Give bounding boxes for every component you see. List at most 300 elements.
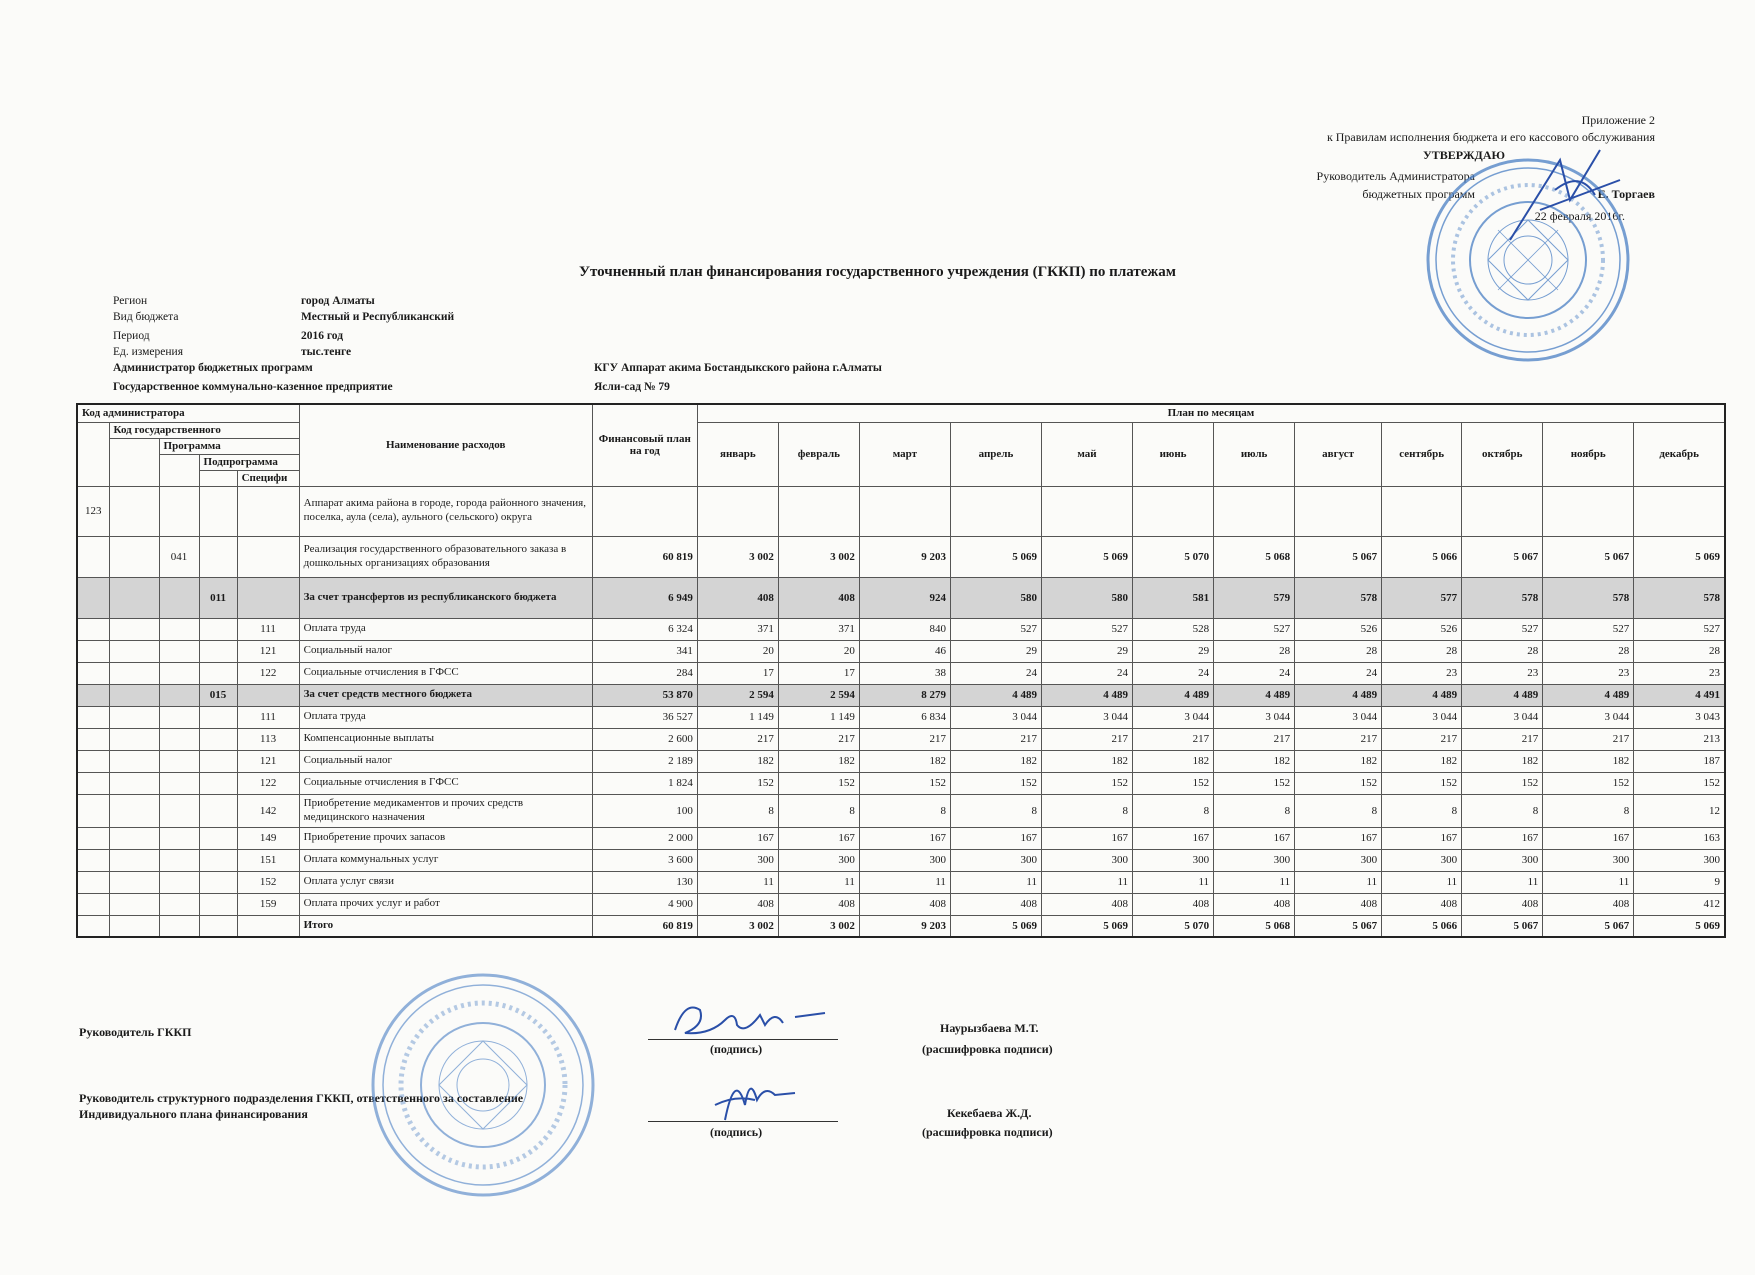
code-cell: 122 [237,772,299,794]
month-value-cell: 9 [1634,871,1725,893]
code-cell [77,662,109,684]
code-cell [199,915,237,937]
month-value-cell: 28 [1214,640,1295,662]
code-cell: 149 [237,827,299,849]
code-cell [109,794,159,827]
expense-name-cell: За счет средств местного бюджета [299,684,592,706]
table-row [77,684,1725,706]
month-value-cell: 300 [1295,849,1382,871]
code-cell [109,618,159,640]
month-value-cell: 9 203 [859,915,950,937]
month-value-cell: 5 067 [1295,536,1382,577]
month-value-cell [1295,486,1382,536]
month-value-cell: 5 069 [950,915,1041,937]
annual-plan-cell: 36 527 [592,706,697,728]
code-cell [159,794,199,827]
code-cell [109,536,159,577]
month-value-cell: 371 [778,618,859,640]
official-stamp-bottom [366,968,601,1203]
month-value-cell: 5 068 [1214,536,1295,577]
head-signature-caption: (подпись) [710,1042,763,1056]
table-row [77,827,1725,849]
month-value-cell: 1 149 [697,706,778,728]
month-value-cell: 17 [778,662,859,684]
month-value-cell: 217 [859,728,950,750]
unit-value: тыс.тенге [301,346,352,358]
month-header: июль [1214,422,1295,486]
code-cell [109,827,159,849]
month-value-cell: 11 [778,871,859,893]
month-value-cell: 217 [697,728,778,750]
month-value-cell: 578 [1634,577,1725,618]
month-value-cell: 412 [1634,893,1725,915]
month-value-cell: 5 069 [950,536,1041,577]
month-value-cell: 408 [1543,893,1634,915]
expense-name-cell: Социальный налог [299,750,592,772]
month-value-cell: 527 [1462,618,1543,640]
code-cell [77,893,109,915]
month-value-cell: 28 [1462,640,1543,662]
month-value-cell: 408 [778,577,859,618]
month-value-cell: 527 [1214,618,1295,640]
month-value-cell: 4 491 [1634,684,1725,706]
budget-type-value: Местный и Республиканский [301,311,455,323]
month-value-cell: 29 [1041,640,1132,662]
annual-plan-cell: 100 [592,794,697,827]
month-value-cell: 580 [950,577,1041,618]
approver-title-line2: бюджетных программ [1362,186,1475,201]
month-value-cell [859,486,950,536]
code-cell [77,849,109,871]
month-value-cell: 527 [1634,618,1725,640]
month-value-cell: 3 043 [1634,706,1725,728]
table-row [77,640,1725,662]
admin-label: Администратор бюджетных программ [113,362,313,374]
code-cell [159,728,199,750]
month-value-cell: 23 [1382,662,1462,684]
code-cell [109,684,159,706]
annual-plan-cell: 60 819 [592,915,697,937]
header-admin-code: Код администратора [77,404,299,422]
code-cell [109,640,159,662]
appendix-label: Приложение 2 [1581,113,1655,127]
financing-plan-table [76,403,1726,938]
expense-name-cell: За счет трансфертов из республиканского бюджета [299,577,592,618]
month-value-cell: 300 [1041,849,1132,871]
code-cell [237,486,299,536]
code-cell: 123 [77,486,109,536]
code-cell [109,772,159,794]
code-cell [77,794,109,827]
month-value-cell: 4 489 [1543,684,1634,706]
code-cell [77,871,109,893]
month-value-cell: 38 [859,662,950,684]
struct-signature [695,1065,805,1130]
code-cell [77,827,109,849]
month-value-cell: 3 044 [1041,706,1132,728]
month-header: январь [697,422,778,486]
enterprise-label: Государственное коммунально-казенное предприятие [113,381,393,393]
month-value-cell: 527 [1041,618,1132,640]
month-value-cell: 11 [1462,871,1543,893]
month-value-cell: 408 [1041,893,1132,915]
code-cell [159,827,199,849]
annual-plan-cell: 2 000 [592,827,697,849]
code-cell [199,794,237,827]
month-value-cell: 167 [1041,827,1132,849]
month-value-cell: 8 [697,794,778,827]
month-value-cell: 20 [778,640,859,662]
table-row [77,849,1725,871]
month-value-cell: 408 [950,893,1041,915]
month-value-cell: 300 [778,849,859,871]
code-cell [199,772,237,794]
month-value-cell: 4 489 [1462,684,1543,706]
month-value-cell: 24 [950,662,1041,684]
month-value-cell: 6 834 [859,706,950,728]
code-cell [109,662,159,684]
code-cell [77,772,109,794]
month-value-cell: 3 044 [1382,706,1462,728]
month-value-cell: 152 [1462,772,1543,794]
expense-name-cell: Оплата труда [299,706,592,728]
code-cell [109,486,159,536]
head-signature [665,995,835,1045]
month-value-cell: 11 [950,871,1041,893]
code-cell: 142 [237,794,299,827]
month-value-cell: 11 [697,871,778,893]
code-cell: 011 [199,577,237,618]
month-value-cell: 578 [1543,577,1634,618]
month-header: декабрь [1634,422,1725,486]
month-value-cell: 23 [1462,662,1543,684]
approval-date: 22 февраля 2016г. [1534,208,1625,223]
table-row [77,618,1725,640]
header-expense-name: Наименование расходов [299,404,592,486]
period-label: Период [113,330,150,342]
month-value-cell: 5 069 [1041,536,1132,577]
head-name-caption: (расшифровка подписи) [922,1042,1053,1056]
month-value-cell: 152 [778,772,859,794]
month-value-cell: 182 [778,750,859,772]
table-row [77,794,1725,827]
month-value-cell: 167 [1543,827,1634,849]
month-value-cell: 152 [1295,772,1382,794]
month-value-cell: 300 [1214,849,1295,871]
month-value-cell: 11 [1214,871,1295,893]
month-value-cell: 408 [1382,893,1462,915]
month-header: август [1295,422,1382,486]
month-value-cell: 12 [1634,794,1725,827]
month-value-cell: 182 [1214,750,1295,772]
month-value-cell: 182 [950,750,1041,772]
month-value-cell: 11 [1133,871,1214,893]
header-spacer [109,438,159,486]
code-cell [159,750,199,772]
month-value-cell: 28 [1295,640,1382,662]
code-cell [237,536,299,577]
month-value-cell: 5 070 [1133,536,1214,577]
expense-name-cell: Социальные отчисления в ГФСС [299,662,592,684]
month-value-cell: 11 [859,871,950,893]
expense-name-cell: Приобретение медикаментов и прочих средств медицинского назначения [299,794,592,827]
month-value-cell: 8 [778,794,859,827]
annual-plan-cell: 130 [592,871,697,893]
month-value-cell: 408 [778,893,859,915]
month-value-cell: 167 [859,827,950,849]
month-value-cell: 167 [1214,827,1295,849]
month-value-cell: 217 [1543,728,1634,750]
code-cell [109,849,159,871]
month-header: февраль [778,422,859,486]
header-state-code: Код государственного [109,422,299,438]
month-value-cell: 182 [1041,750,1132,772]
header-program: Программа [159,438,299,454]
code-cell [199,750,237,772]
head-name: Наурызбаева М.Т. [940,1021,1039,1035]
expense-name-cell: Оплата услуг связи [299,871,592,893]
month-value-cell: 5 069 [1634,536,1725,577]
month-value-cell: 526 [1382,618,1462,640]
month-value-cell: 167 [778,827,859,849]
code-cell [159,849,199,871]
code-cell [77,728,109,750]
month-value-cell: 527 [1543,618,1634,640]
month-value-cell: 3 002 [697,915,778,937]
month-value-cell: 408 [1214,893,1295,915]
month-value-cell [1462,486,1543,536]
month-value-cell: 3 044 [950,706,1041,728]
header-months-group: План по месяцам [697,404,1725,422]
month-value-cell: 5 066 [1382,915,1462,937]
month-value-cell: 23 [1634,662,1725,684]
month-value-cell [1382,486,1462,536]
code-cell: 122 [237,662,299,684]
expense-name-cell: Социальные отчисления в ГФСС [299,772,592,794]
month-value-cell: 182 [859,750,950,772]
month-value-cell: 29 [950,640,1041,662]
month-value-cell: 152 [1041,772,1132,794]
code-cell [109,706,159,728]
code-cell [159,684,199,706]
month-value-cell: 182 [1295,750,1382,772]
month-value-cell: 3 002 [778,536,859,577]
annual-plan-cell: 3 600 [592,849,697,871]
annual-plan-cell: 284 [592,662,697,684]
head-title: Руководитель ГККП [79,1025,192,1039]
code-cell [237,915,299,937]
month-value-cell: 5 069 [1041,915,1132,937]
month-value-cell: 578 [1462,577,1543,618]
month-value-cell: 8 [1041,794,1132,827]
month-value-cell: 300 [859,849,950,871]
month-value-cell: 527 [950,618,1041,640]
annual-plan-cell: 6 949 [592,577,697,618]
month-value-cell: 3 044 [1214,706,1295,728]
month-value-cell: 579 [1214,577,1295,618]
month-value-cell: 217 [1041,728,1132,750]
admin-value: КГУ Аппарат акима Бостандыкского района г.Алматы [594,362,882,374]
month-value-cell: 528 [1133,618,1214,640]
month-value-cell: 580 [1041,577,1132,618]
budget-type-label: Вид бюджета [113,311,179,323]
month-value-cell: 581 [1133,577,1214,618]
annual-plan-cell: 2 189 [592,750,697,772]
code-cell: 151 [237,849,299,871]
code-cell [159,915,199,937]
month-value-cell: 28 [1382,640,1462,662]
month-value-cell: 408 [859,893,950,915]
month-value-cell: 408 [1462,893,1543,915]
code-cell [109,893,159,915]
month-value-cell: 3 044 [1133,706,1214,728]
code-cell [159,486,199,536]
month-value-cell: 577 [1382,577,1462,618]
month-value-cell: 924 [859,577,950,618]
month-value-cell: 152 [1214,772,1295,794]
code-cell [199,706,237,728]
struct-name: Кекебаева Ж.Д. [947,1106,1032,1120]
code-cell [199,662,237,684]
month-value-cell: 408 [697,893,778,915]
month-value-cell: 182 [1543,750,1634,772]
month-value-cell: 182 [1133,750,1214,772]
month-value-cell: 28 [1543,640,1634,662]
annual-plan-cell: 2 600 [592,728,697,750]
month-header: июнь [1133,422,1214,486]
approver-signature [1500,140,1630,250]
month-value-cell: 3 044 [1295,706,1382,728]
month-value-cell: 24 [1295,662,1382,684]
month-value-cell: 5 067 [1462,536,1543,577]
annual-plan-cell: 60 819 [592,536,697,577]
code-cell [237,684,299,706]
month-value-cell: 163 [1634,827,1725,849]
code-cell [77,706,109,728]
month-value-cell: 217 [1295,728,1382,750]
annual-plan-cell: 53 870 [592,684,697,706]
code-cell: 041 [159,536,199,577]
month-value-cell: 5 066 [1382,536,1462,577]
month-value-cell: 8 [859,794,950,827]
month-value-cell: 20 [697,640,778,662]
code-cell [109,750,159,772]
month-value-cell: 217 [1133,728,1214,750]
month-value-cell: 29 [1133,640,1214,662]
header-annual-plan: Финансовый план на год [592,404,697,486]
table-row [77,577,1725,618]
code-cell: 121 [237,640,299,662]
month-value-cell: 5 067 [1295,915,1382,937]
table-row [77,750,1725,772]
month-value-cell: 182 [1382,750,1462,772]
month-value-cell: 2 594 [697,684,778,706]
month-value-cell [1543,486,1634,536]
month-value-cell [1133,486,1214,536]
month-value-cell: 152 [859,772,950,794]
month-value-cell: 9 203 [859,536,950,577]
month-value-cell: 217 [1462,728,1543,750]
expense-name-cell: Оплата прочих услуг и работ [299,893,592,915]
month-header: март [859,422,950,486]
table-row [77,893,1725,915]
month-value-cell: 167 [1295,827,1382,849]
month-value-cell: 187 [1634,750,1725,772]
header-spacer [159,454,199,486]
code-cell: 121 [237,750,299,772]
month-value-cell [778,486,859,536]
month-value-cell: 4 489 [950,684,1041,706]
month-value-cell: 8 [1133,794,1214,827]
annual-plan-cell: 341 [592,640,697,662]
month-value-cell: 8 [1295,794,1382,827]
month-value-cell: 24 [1214,662,1295,684]
month-value-cell: 371 [697,618,778,640]
month-value-cell: 300 [1133,849,1214,871]
month-value-cell: 217 [778,728,859,750]
annual-plan-cell: 1 824 [592,772,697,794]
month-value-cell: 5 067 [1543,536,1634,577]
month-value-cell: 11 [1382,871,1462,893]
month-value-cell: 167 [1133,827,1214,849]
month-value-cell: 8 [1462,794,1543,827]
month-value-cell: 840 [859,618,950,640]
month-value-cell: 167 [1462,827,1543,849]
code-cell [109,871,159,893]
code-cell [159,577,199,618]
code-cell [77,536,109,577]
header-subprogram: Подпрограмма [199,454,299,470]
month-value-cell: 217 [950,728,1041,750]
expense-name-cell: Социальный налог [299,640,592,662]
code-cell [77,915,109,937]
code-cell [159,662,199,684]
month-value-cell [1214,486,1295,536]
month-value-cell: 5 070 [1133,915,1214,937]
month-value-cell: 167 [950,827,1041,849]
month-value-cell: 3 044 [1543,706,1634,728]
month-value-cell: 300 [1382,849,1462,871]
month-value-cell: 167 [1382,827,1462,849]
code-cell: 113 [237,728,299,750]
region-value: город Алматы [301,295,375,307]
code-cell [109,577,159,618]
expense-name-cell: Оплата коммунальных услуг [299,849,592,871]
enterprise-value: Ясли-сад № 79 [594,381,670,393]
code-cell [159,772,199,794]
table-row [77,706,1725,728]
struct-title: Руководитель структурного подразделения ГККП, ответственного за составление Индивидуального плана финансирования [79,1091,524,1122]
month-value-cell: 408 [1295,893,1382,915]
code-cell [77,577,109,618]
table-row [77,536,1725,577]
table-row [77,486,1725,536]
unit-label: Ед. измерения [113,346,183,358]
code-cell [199,728,237,750]
annual-plan-cell: 4 900 [592,893,697,915]
code-cell [159,706,199,728]
code-cell: 159 [237,893,299,915]
month-value-cell [1634,486,1725,536]
code-cell [199,827,237,849]
month-value-cell: 3 044 [1462,706,1543,728]
month-value-cell: 182 [697,750,778,772]
month-value-cell: 213 [1634,728,1725,750]
month-value-cell: 5 067 [1462,915,1543,937]
code-cell [109,915,159,937]
month-value-cell: 182 [1462,750,1543,772]
month-value-cell: 4 489 [1133,684,1214,706]
